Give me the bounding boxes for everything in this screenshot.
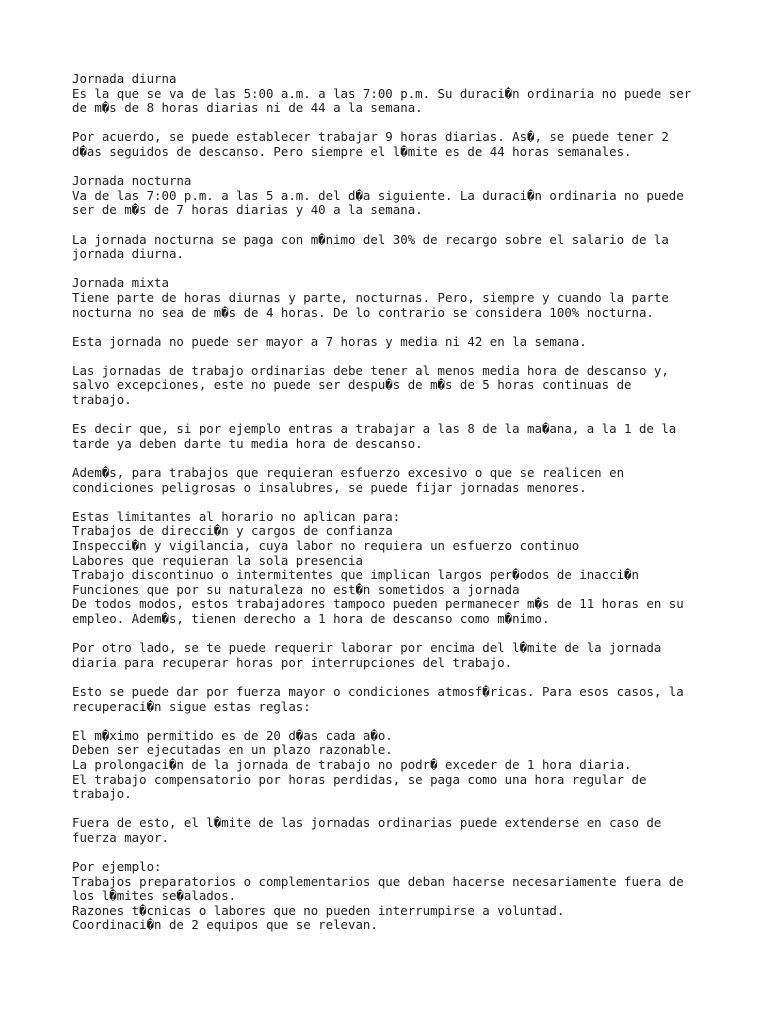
- text-line: Funciones que por su naturaleza no est�n sometidos a jornada: [72, 581, 520, 597]
- text-line: condiciones peligrosas o insalubres, se puede fijar jornadas menores.: [72, 479, 587, 495]
- text-line: De todos modos, estos trabajadores tampoco pueden permanecer m�s de 11 horas en su: [72, 596, 684, 612]
- text-line: Por acuerdo, se puede establecer trabajar 9 horas diarias. As�, se puede tener 2: [72, 129, 669, 145]
- text-line: Deben ser ejecutadas en un plazo razonable.: [72, 742, 393, 758]
- paragraph: [72, 510, 712, 627]
- paragraph: [72, 276, 712, 320]
- text-line: tarde ya deben darte tu media hora de descanso.: [72, 435, 423, 451]
- text-line: empleo. Adem�s, tienen derecho a 1 hora de descanso como m�nimo.: [72, 610, 550, 626]
- paragraph: [72, 816, 712, 845]
- text-line: Va de las 7:00 p.m. a las 5 a.m. del d�a siguiente. La duraci�n ordinaria no puede: [72, 187, 684, 203]
- text-line: Trabajos de direcci�n y cargos de confianza: [72, 523, 393, 539]
- text-line: Esto se puede dar por fuerza mayor o condiciones atmosf�ricas. Para esos casos, la: [72, 683, 684, 699]
- text-line: Jornada mixta: [72, 275, 169, 291]
- paragraph: [72, 174, 712, 218]
- text-line: fuerza mayor.: [72, 829, 169, 845]
- paragraph: [72, 130, 712, 159]
- text-line: los l�mites se�alados.: [72, 888, 237, 904]
- paragraph: [72, 860, 712, 933]
- text-line: Las jornadas de trabajo ordinarias debe tener al menos media hora de descanso y,: [72, 362, 669, 378]
- text-line: d�as seguidos de descanso. Pero siempre el l�mite es de 44 horas semanales.: [72, 143, 632, 159]
- paragraph: [72, 335, 712, 350]
- text-line: Por otro lado, se te puede requerir laborar por encima del l�mite de la jornada: [72, 640, 662, 656]
- paragraph: [72, 729, 712, 802]
- text-line: La prolongaci�n de la jornada de trabajo no podr� exceder de 1 hora diaria.: [72, 756, 632, 772]
- paragraph: [72, 685, 712, 714]
- text-line: Esta jornada no puede ser mayor a 7 horas y media ni 42 en la semana.: [72, 333, 587, 349]
- text-line: Jornada diurna: [72, 71, 177, 86]
- text-line: ser de m�s de 7 horas diarias y 40 a la semana.: [72, 202, 423, 218]
- text-line: Adem�s, para trabajos que requieran esfuerzo excesivo o que se realicen en: [72, 465, 625, 481]
- text-line: Por ejemplo:: [72, 859, 162, 875]
- text-line: de m�s de 8 horas diarias ni de 44 a la semana.: [72, 100, 423, 116]
- text-line: salvo excepciones, este no puede ser despu�s de m�s de 5 horas continuas de: [72, 377, 632, 393]
- text-line: El trabajo compensatorio por horas perdidas, se paga como una hora regular de: [72, 771, 647, 787]
- paragraph: [72, 364, 712, 408]
- paragraph: [72, 233, 712, 262]
- text-line: diaria para recuperar horas por interrupciones del trabajo.: [72, 654, 513, 670]
- text-line: Trabajo discontinuo o intermitentes que implican largos per�odos de inacci�n: [72, 567, 639, 583]
- text-line: Es la que se va de las 5:00 a.m. a las 7:00 p.m. Su duraci�n ordinaria no puede ser: [72, 85, 692, 101]
- text-line: nocturna no sea de m�s de 4 horas. De lo contrario se considera 100% nocturna.: [72, 304, 654, 320]
- text-line: Labores que requieran la sola presencia: [72, 552, 363, 568]
- text-line: El m�ximo permitido es de 20 d�as cada a�o.: [72, 727, 393, 743]
- paragraph: [72, 641, 712, 670]
- text-line: Fuera de esto, el l�mite de las jornadas ordinarias puede extenderse en caso de: [72, 815, 662, 831]
- text-line: Tiene parte de horas diurnas y parte, nocturnas. Pero, siempre y cuando la parte: [72, 289, 669, 305]
- text-line: Es decir que, si por ejemplo entras a trabajar a las 8 de la ma�ana, a la 1 de la: [72, 421, 677, 437]
- text-line: Trabajos preparatorios o complementarios que deban hacerse necesariamente fuera de: [72, 873, 684, 889]
- paragraph: [72, 72, 712, 116]
- text-line: Estas limitantes al horario no aplican para:: [72, 508, 401, 524]
- text-line: Coordinaci�n de 2 equipos que se relevan.: [72, 917, 378, 933]
- text-line: trabajo.: [72, 786, 132, 802]
- text-line: Jornada nocturna: [72, 173, 192, 189]
- text-line: recuperaci�n sigue estas reglas:: [72, 698, 311, 714]
- text-line: La jornada nocturna se paga con m�nimo del 30% de recargo sobre el salario de la: [72, 231, 669, 247]
- text-line: jornada diurna.: [72, 246, 184, 262]
- paragraph: [72, 422, 712, 451]
- text-line: Inspecci�n y vigilancia, cuya labor no requiera un esfuerzo continuo: [72, 538, 580, 553]
- paragraph: [72, 466, 712, 495]
- text-line: trabajo.: [72, 392, 132, 408]
- text-line: Razones t�cnicas o labores que no pueden interrumpirse a voluntad.: [72, 902, 565, 918]
- document-body: [72, 72, 712, 948]
